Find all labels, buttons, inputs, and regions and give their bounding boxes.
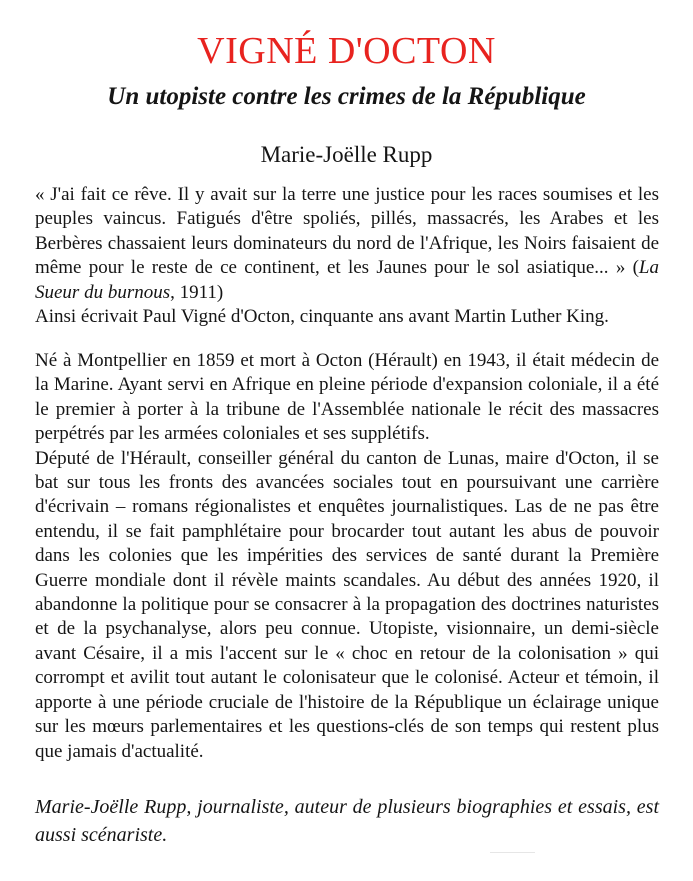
quote-paragraph [35,183,659,305]
author-note: Marie-Joëlle Rupp, journaliste, auteur de plusieurs biographies et essais, est aussi scénariste. [35,796,659,846]
quote-text: « J'ai fait ce rêve. Il y avait sur la terre une justice pour les races soumises et les peuples vaincus. Fatigués d'être spoliés, pillés, massacrés, les Arabes et les Berbères chassaient leurs dominateurs du nord de l'Afrique, les Noirs faisaient de même pour le reste de ce continent, et les Jaunes pour le sol asiatique... » ( [35,184,659,279]
quote-attribution: Ainsi écrivait Paul Vigné d'Octon, cinquante ans avant Martin Luther King. [35,306,609,328]
quote-source-year: , 1911) [170,281,224,303]
biography-paragraph-2: Député de l'Hérault, conseiller général du canton de Lunas, maire d'Octon, il se bat sur tous les fronts des avancées sociales tout en poursuivant une carrière d'écrivain – romans régionalistes et enquêtes journalistiques. Las de ne pas être entendu, il se fait pamphlétaire pour brocarder tout autant les abus de pouvoir dans les colonies que les impérities des services de santé durant la Première Guerre mondiale dont il révèle maints scandales. Au début des années 1920, il abandonne la politique pour se consacrer à la propagation des doctrines naturistes et de la psychanalyse, alors peu connue. Utopiste, visionnaire, un demi-siècle avant Césaire, il a mis l'accent sur le « choc en retour de la colonisation » qui corrompt et avilit tout autant le colonisateur que le colonisé. Acteur et témoin, il apporte à une période cruciale de l'histoire de la République un éclairage unique sur les mœurs parlementaires et les questions-clés de son temps qui restent plus que jamais d'actualité. [35,447,659,762]
book-subtitle: Un utopiste contre les crimes de la République [107,83,586,110]
biography-paragraph-1: Né à Montpellier en 1859 et mort à Octon (Hérault) en 1943, il était médecin de la Marine. Ayant servi en Afrique en pleine période d'expansion coloniale, il a été le premier à porter à la tribune de l'Assemblée nationale le récit des massacres perpétrés par les armées coloniales et ses supplétifs. [35,350,659,445]
author-name: Marie-Joëlle Rupp [260,142,433,167]
quote-source-title: La Sueur du burnous [35,257,659,303]
opening-quote [35,183,659,329]
biography [35,349,659,764]
book-title: VIGNÉ D'OCTON [197,30,496,72]
divider [490,852,535,853]
